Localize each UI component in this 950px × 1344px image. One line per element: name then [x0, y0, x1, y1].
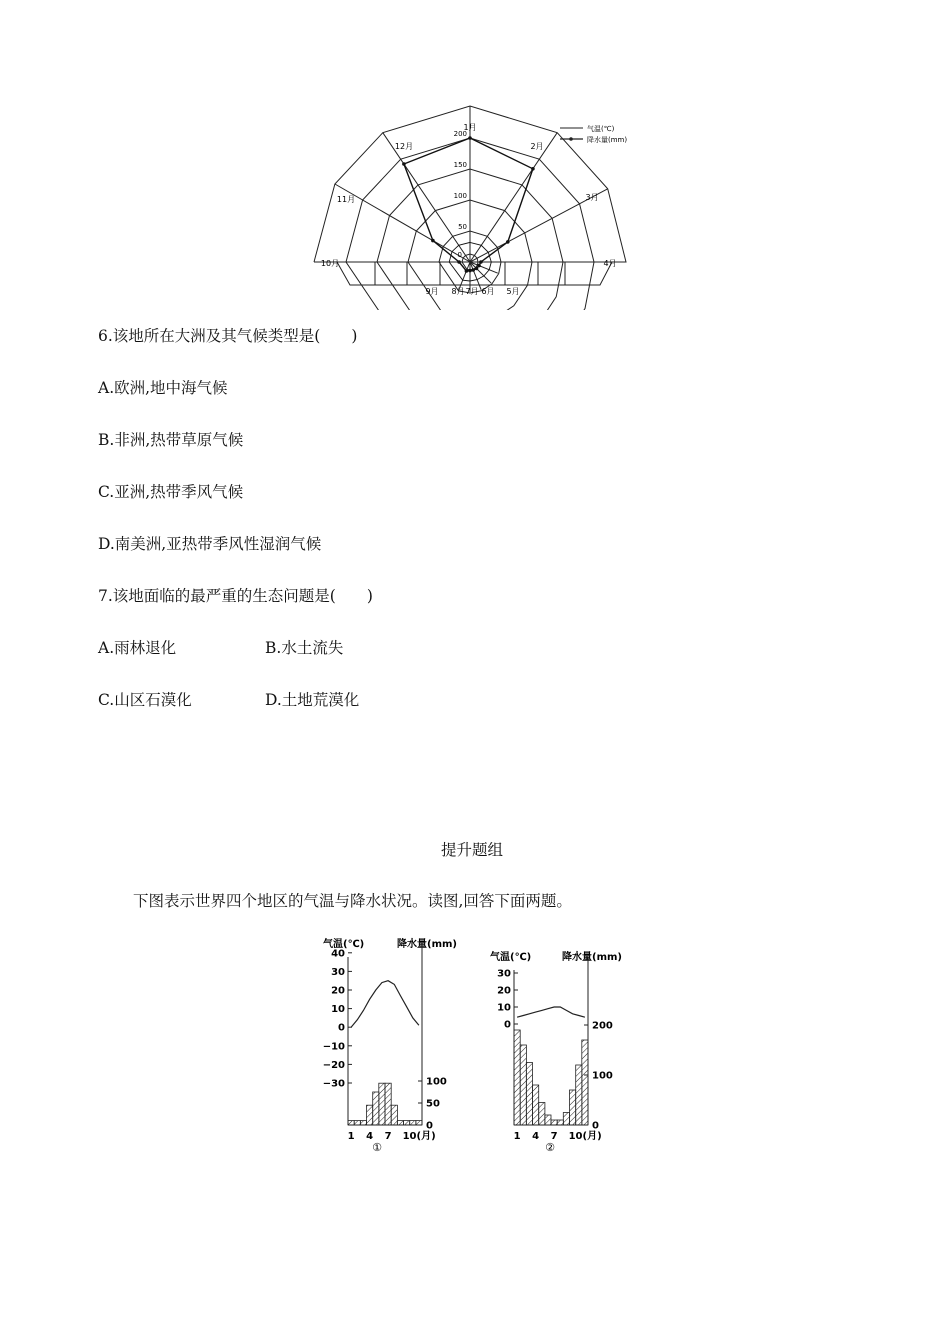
chart1-number: ①: [372, 1141, 382, 1154]
chart1-precip-bars: [348, 1083, 422, 1125]
question-7-option-d: D.土地荒漠化: [265, 691, 360, 709]
temp-tick-label: 10: [331, 1004, 345, 1016]
radar-ring-label: 0: [457, 251, 462, 259]
question-6: 6.该地所在大洲及其气候类型是( ): [98, 327, 358, 345]
radar-month-label: 2月: [530, 142, 544, 151]
radar-precip-series: [404, 138, 533, 271]
temp-tick-label: 20: [497, 985, 511, 997]
radar-spoke: [335, 184, 470, 262]
chart1-temp-axis-label: 气温(℃): [323, 939, 365, 950]
chart1-x-ticks: [348, 1129, 436, 1142]
question-7-option-c: C.山区石漠化: [98, 691, 192, 709]
climate-chart-2: [488, 932, 628, 1162]
precip-bar: [576, 1065, 582, 1125]
temp-tick-label: −30: [322, 1078, 345, 1090]
radar-climate-chart: [0, 0, 950, 310]
radar-month-label: 11月: [336, 195, 356, 204]
precip-tick-label: 0: [426, 1120, 433, 1132]
temp-tick-label: 0: [504, 1019, 511, 1031]
radar-precip-point: [431, 239, 435, 243]
radar-month-label: 5月: [506, 287, 520, 296]
precip-bar: [551, 1120, 557, 1125]
precip-bar: [373, 1092, 379, 1125]
temp-tick-label: 10: [497, 1002, 511, 1014]
radar-precip-point: [402, 162, 406, 166]
radar-precip-point: [475, 267, 479, 271]
radar-precip-point: [468, 136, 472, 140]
radar-precip-point: [468, 269, 472, 273]
radar-precip-point: [506, 240, 510, 244]
precip-bar: [416, 1121, 422, 1125]
precip-bar: [582, 1040, 588, 1125]
question-6-option-c: C.亚洲,热带季风气候: [98, 483, 244, 501]
month-tick-label: 4: [532, 1131, 540, 1142]
precip-bar: [367, 1105, 373, 1125]
temp-tick-label: 20: [331, 985, 345, 997]
radar-month-label: 1月: [463, 123, 477, 132]
precip-bar: [557, 1120, 563, 1125]
month-tick-label: 1: [513, 1131, 521, 1142]
temp-tick-label: −20: [322, 1059, 345, 1071]
precip-bar: [360, 1121, 366, 1125]
radar-ring-label: 150: [453, 161, 467, 169]
precip-bar: [563, 1113, 569, 1126]
precip-bar: [514, 1030, 520, 1125]
radar-precip-point: [471, 268, 475, 272]
chart1-precip-axis-label: 降水量(mm): [397, 939, 457, 950]
chart1-temp-curve: [351, 981, 419, 1027]
radar-month-label: 3月: [585, 193, 599, 202]
precip-bar: [379, 1083, 385, 1125]
month-tick-label: 4: [366, 1131, 374, 1142]
precip-tick-label: 100: [426, 1076, 447, 1088]
precip-tick-label: 100: [592, 1070, 613, 1082]
precip-bar: [385, 1083, 391, 1125]
legend-temp-label: 气温(℃): [587, 125, 615, 133]
radar-legend: [560, 124, 627, 144]
climate-chart-1: [320, 932, 460, 1162]
temp-tick-label: −10: [322, 1041, 345, 1053]
radar-precip-point: [479, 260, 483, 264]
radar-month-label: 8月: [451, 287, 465, 296]
precip-tick-label: 0: [592, 1120, 599, 1132]
temp-tick-label: 30: [331, 966, 345, 978]
legend-precip-dot: [569, 137, 573, 141]
question-6-option-d: D.南美洲,亚热带季风性湿润气候: [98, 535, 322, 553]
question-6-option-a: A.欧洲,地中海气候: [98, 379, 228, 397]
chart2-temp-ticks: [497, 969, 518, 1031]
temp-tick-label: 30: [497, 968, 511, 980]
radar-precip-point: [465, 269, 469, 273]
question-7: 7.该地面临的最严重的生态问题是( ): [98, 587, 373, 605]
chart2-temp-curve: [517, 1007, 585, 1017]
precip-bar: [520, 1045, 526, 1125]
temp-tick-label: 0: [338, 1022, 345, 1034]
chart2-number: ②: [545, 1141, 555, 1154]
temp-tick-label: 40: [331, 948, 345, 960]
precip-bar: [410, 1121, 416, 1125]
precip-bar: [348, 1121, 354, 1125]
radar-ring-label: 50: [458, 223, 467, 231]
chart2-precip-bars: [514, 1030, 588, 1125]
radar-month-label: 7月: [465, 287, 479, 296]
legend-precip-label: 降水量(mm): [587, 136, 628, 144]
radar-month-label: 12月: [394, 142, 414, 151]
section-intro: 下图表示世界四个地区的气温与降水状况。读图,回答下面两题。: [133, 892, 572, 910]
radar-ring-labels: [454, 130, 467, 259]
chart2-precip-axis-label: 降水量(mm): [562, 952, 622, 963]
chart2-x-ticks: [514, 1129, 602, 1142]
radar-ring-label: 200: [453, 130, 467, 138]
section-title: 提升题组: [441, 841, 504, 859]
radar-ring-label: 100: [453, 192, 467, 200]
month-tick-label: 1: [347, 1131, 355, 1142]
month-unit-label: 10(月): [402, 1131, 436, 1142]
radar-month-label: 9月: [425, 287, 439, 296]
precip-tick-label: 200: [592, 1020, 613, 1032]
precip-bar: [570, 1090, 576, 1125]
precip-bar: [391, 1105, 397, 1125]
precip-tick-label: 50: [426, 1098, 440, 1110]
precip-bar: [545, 1115, 551, 1125]
radar-precip-point: [531, 167, 535, 171]
precip-bar: [526, 1063, 532, 1126]
question-6-option-b: B.非洲,热带草原气候: [98, 431, 244, 449]
month-tick-label: 7: [384, 1131, 392, 1142]
month-tick-label: 7: [550, 1131, 558, 1142]
precip-bar: [533, 1085, 539, 1125]
radar-month-label: 6月: [481, 287, 495, 296]
radar-month-label: 10月: [320, 259, 340, 268]
chart2-temp-axis-label: 气温(℃): [490, 952, 532, 963]
precip-bar: [539, 1103, 545, 1126]
precip-bar: [404, 1121, 410, 1125]
precip-bar: [397, 1121, 403, 1125]
radar-month-label: 4月: [603, 259, 617, 268]
radar-spoke: [470, 133, 557, 262]
month-unit-label: 10(月): [568, 1131, 602, 1142]
radar-precip-point: [477, 264, 481, 268]
question-7-option-a: A.雨林退化: [98, 639, 177, 657]
question-7-option-b: B.水土流失: [265, 639, 344, 657]
precip-bar: [354, 1121, 360, 1125]
radar-precip-point: [457, 260, 461, 264]
